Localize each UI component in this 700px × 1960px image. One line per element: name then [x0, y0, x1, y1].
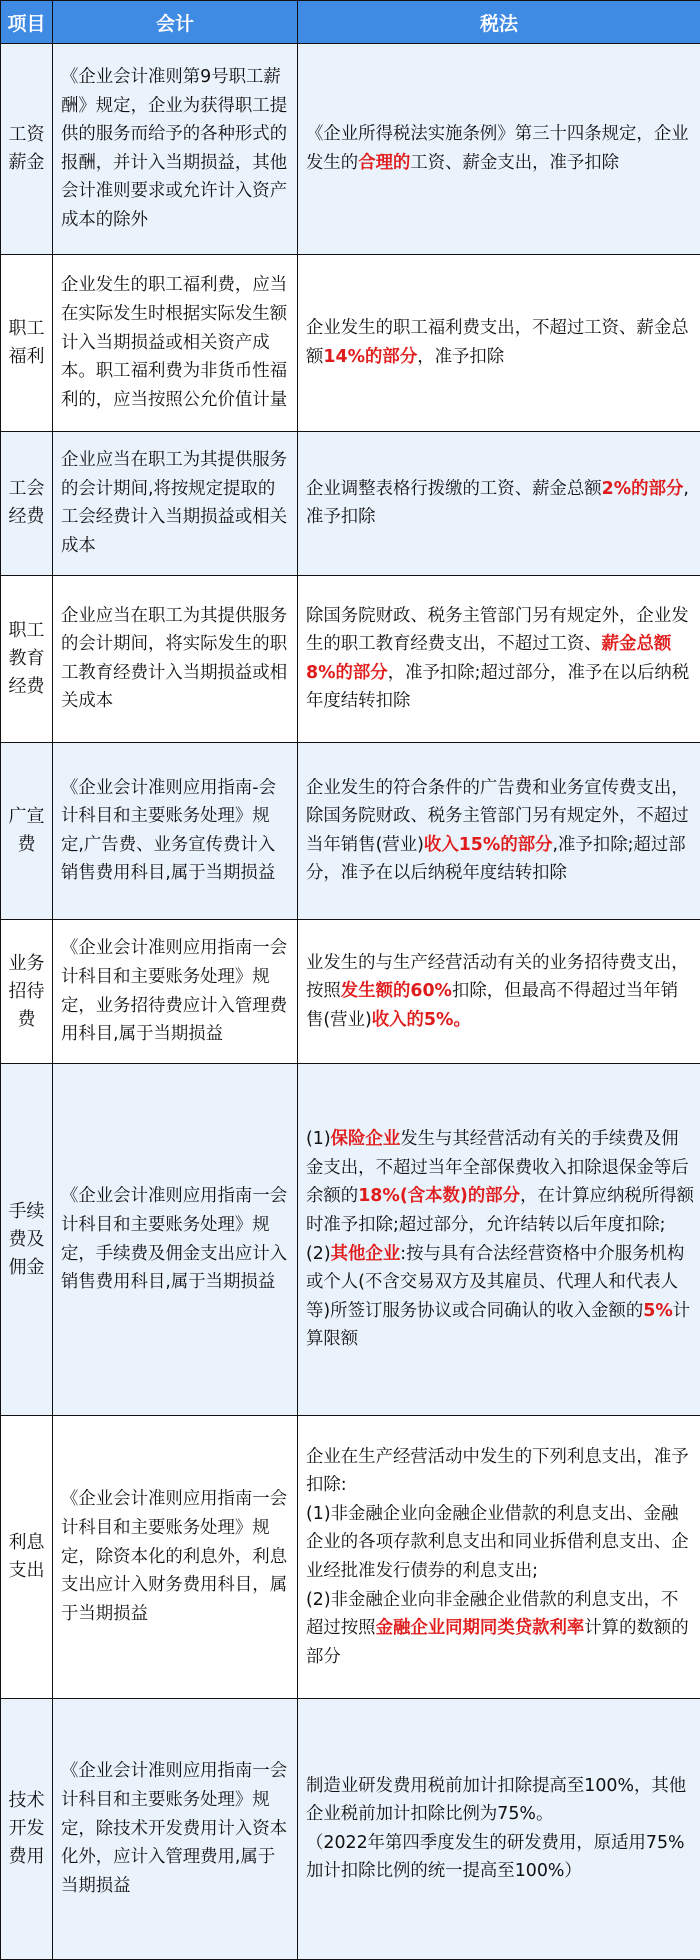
text-segment: 企业在生产经营活动中发生的下列利息支出，准予扣除:: [306, 1446, 689, 1496]
item-name-line: 支出: [8, 1559, 45, 1581]
text-segment: 企业调整表格行拨缴的工资、薪金总额: [306, 478, 602, 499]
row-accounting-text: 企业应当在职工为其提供服务的会计期间，将实际发生的职工教育经费计入当期损益或相关成本: [53, 575, 298, 742]
text-segment: ,准予扣除: [306, 478, 689, 528]
table-row: [1, 920, 700, 1064]
highlighted-text: 保险企业: [330, 1129, 401, 1150]
item-name-line: 招待: [8, 980, 45, 1002]
row-item-name: [1, 431, 53, 575]
row-tax-text: [298, 254, 700, 431]
text-segment: 制造业研发费用税前加计扣除提高至100%，其他企业税前加计扣除比例为75%。: [306, 1775, 687, 1825]
tax-paragraph: [306, 1772, 694, 1829]
row-item-name: [1, 575, 53, 742]
header-item: 项目: [1, 1, 53, 44]
item-name-line: 开发: [8, 1817, 45, 1839]
item-name-line: 佣金: [8, 1256, 45, 1278]
highlighted-text: 18%(含本数)的部分: [358, 1186, 521, 1207]
text-segment: ，准予扣除: [417, 346, 505, 367]
text-segment: 发生与其经营活动有关的手续费及佣金支出，不超过当年全部保费收入扣除退保金等后余额的: [306, 1129, 689, 1207]
item-name-line: 工资: [8, 123, 45, 145]
tax-paragraph: [306, 1500, 694, 1586]
table-row: [1, 1063, 700, 1415]
row-accounting-text: 《企业会计准则应用指南一会计科目和主要账务处理》规定，手续费及佣金支出应计入销售费用科目,属于当期损益: [53, 1063, 298, 1415]
row-tax-text: [298, 431, 700, 575]
tax-paragraph: [306, 475, 694, 532]
header-row: [1, 1, 700, 44]
item-name-line: 教育: [8, 647, 45, 669]
highlighted-text: 2%的部分: [601, 478, 684, 499]
tax-paragraph: [306, 314, 694, 371]
tax-paragraph: [306, 774, 694, 888]
item-name-line: 费及: [8, 1228, 45, 1250]
item-name-line: 技术: [8, 1789, 45, 1811]
row-accounting-text: 《企业会计准则应用指南一会计科目和主要账务处理》规定，除资本化的利息外，利息支出应计入财务费用科目，属于当期损益: [53, 1416, 298, 1698]
text-segment: 计算限额: [306, 1300, 691, 1350]
row-accounting-text: 企业发生的职工福利费，应当在实际发生时根据实际发生额计入当期损益或相关资产成本。职工福利费为非货币性福利的，应当按照公允价值计量: [53, 254, 298, 431]
table-row: [1, 1698, 700, 1959]
row-accounting-text: 《企业会计准则应用指南一会计科目和主要账务处理》规定，业务招待费应计入管理费用科目,属于当期损益: [53, 920, 298, 1064]
row-item-name: [1, 920, 53, 1064]
item-name-line: 手续: [8, 1200, 45, 1222]
item-name-line: 费: [17, 833, 36, 855]
row-tax-text: [298, 575, 700, 742]
highlighted-text: 14%的部分: [323, 346, 418, 367]
item-name-line: 业务: [8, 952, 45, 974]
row-tax-text: [298, 920, 700, 1064]
tax-paragraph: [306, 602, 694, 716]
table-body: [1, 44, 700, 1960]
row-tax-text: [298, 44, 700, 255]
text-segment: (2)非金融企业向非金融企业借款的利息支出，不超过按照: [306, 1589, 679, 1639]
text-segment: 企业发生的符合条件的广告费和业务宣传费支出，除国务院财政、税务主管部门另有规定外，不超过当年销售(营业): [306, 777, 689, 855]
row-item-name: [1, 1416, 53, 1698]
tax-paragraph: [306, 1443, 694, 1500]
text-segment: 业发生的与生产经营活动有关的业务招待费支出，按照: [306, 952, 689, 1002]
header-accounting: 会计: [53, 1, 298, 44]
highlighted-text: 5%: [643, 1300, 673, 1321]
row-item-name: [1, 1063, 53, 1415]
row-tax-text: [298, 1698, 700, 1959]
tax-paragraph: [306, 949, 694, 1035]
text-segment: 扣除，但最高不得超过当年销售(营业): [306, 981, 679, 1030]
row-tax-text: [298, 742, 700, 919]
item-name-line: 经费: [8, 506, 45, 528]
text-segment: :按与具有合法经营资格中介服务机构或个人(不含交易双方及其雇员、代理人和代表人等)所签订服务协议或合同确认的收入金额的: [306, 1243, 685, 1321]
tax-paragraph: [306, 1240, 694, 1354]
row-accounting-text: 《企业会计准则应用指南一会计科目和主要账务处理》规定，除技术开发费用计入资本化外，应计入管理费用,属于当期损益: [53, 1698, 298, 1959]
text-segment: ，在计算应纳税所得额时准予扣除;超过部分，允许结转以后年度扣除;: [306, 1186, 694, 1236]
text-segment: 除国务院财政、税务主管部门另有规定外，企业发生的职工教育经费支出，不超过工资、: [306, 605, 689, 655]
text-segment: 工资、薪金支出，准予扣除: [410, 152, 620, 173]
row-item-name: [1, 1698, 53, 1959]
tax-paragraph: [306, 1125, 694, 1239]
text-segment: (2): [306, 1243, 331, 1264]
text-segment: ,准予扣除;超过部分，准予在以后纳税年度结转扣除: [306, 834, 686, 884]
text-segment: 计算的数额的部分: [306, 1618, 689, 1667]
text-segment: 《企业所得税法实施条例》第三十四条规定，企业发生的: [306, 124, 689, 173]
tax-paragraph: [306, 1586, 694, 1672]
row-tax-text: [298, 1416, 700, 1698]
highlighted-text: 薪金总额8%的部分: [306, 634, 672, 683]
row-tax-text: [298, 1063, 700, 1415]
highlighted-text: 收入的5%。: [371, 1009, 471, 1030]
highlighted-text: 发生额的60%: [340, 981, 452, 1002]
highlighted-text: 收入15%的部分: [423, 834, 553, 855]
highlighted-text: 金融企业同期同类贷款利率: [375, 1618, 585, 1639]
item-name-line: 职工: [8, 317, 45, 339]
table-row: [1, 431, 700, 575]
item-name-line: 福利: [8, 345, 45, 367]
item-name-line: 利息: [8, 1531, 45, 1553]
item-name-line: 职工: [8, 619, 45, 641]
table-row: [1, 575, 700, 742]
item-name-line: 工会: [8, 478, 45, 500]
row-item-name: [1, 44, 53, 255]
table-row: [1, 1416, 700, 1698]
item-name-line: 费用: [8, 1845, 45, 1867]
highlighted-text: 其他企业: [330, 1243, 401, 1264]
tax-paragraph: [306, 1829, 694, 1886]
text-segment: (1)非金融企业向金融企业借款的利息支出、金融企业的各项存款利息支出和同业拆借利息支出、企业经批准发行债券的利息支出;: [306, 1503, 689, 1581]
row-accounting-text: 《企业会计准则第9号职工薪酬》规定，企业为获得职工提供的服务而给予的各种形式的报酬，并计入当期损益，其他会计准则要求或允许计入资产成本的除外: [53, 44, 298, 255]
row-accounting-text: 企业应当在职工为其提供服务的会计期间,将按规定提取的工会经费计入当期损益或相关成本: [53, 431, 298, 575]
row-item-name: [1, 254, 53, 431]
text-segment: ，准予扣除;超过部分，准予在以后纳税年度结转扣除: [306, 662, 690, 712]
item-name-line: 费: [17, 1008, 36, 1030]
item-name-line: 广宣: [8, 805, 45, 827]
text-segment: （2022年第四季度发生的研发费用，原适用75%加计扣除比例的统一提高至100%）: [306, 1832, 685, 1882]
tax-paragraph: [306, 120, 694, 177]
highlighted-text: 合理的: [358, 152, 411, 173]
item-name-line: 薪金: [8, 151, 45, 173]
row-item-name: [1, 742, 53, 919]
text-segment: (1): [306, 1129, 331, 1150]
table-row: [1, 742, 700, 919]
table-row: [1, 254, 700, 431]
header-tax: 税法: [298, 1, 700, 44]
text-segment: 企业发生的职工福利费支出，不超过工资、薪金总额: [306, 318, 689, 367]
row-accounting-text: 《企业会计准则应用指南-会计科目和主要账务处理》规定,广告费、业务宣传费计入销售费用科目,属于当期损益: [53, 742, 298, 919]
item-name-line: 经费: [8, 675, 45, 697]
table-row: [1, 44, 700, 255]
